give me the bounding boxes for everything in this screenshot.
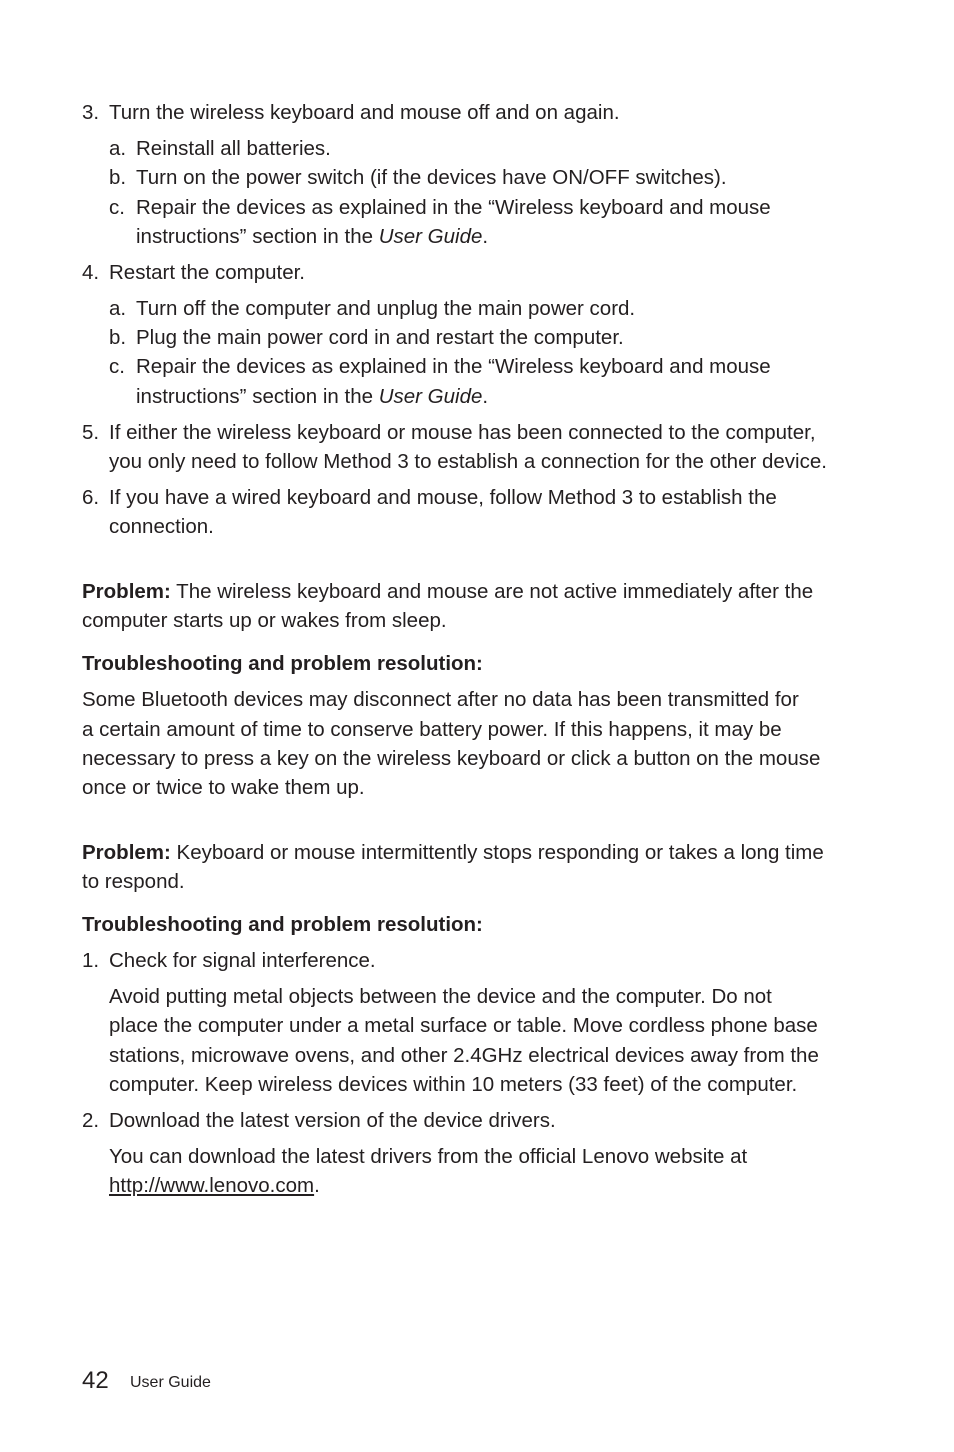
substep-text: Reinstall all batteries. — [136, 137, 331, 160]
problem-statement-continued: to respond. — [82, 870, 185, 893]
substep-text: Repair the devices as explained in the “Wireless keyboard and mouse — [136, 196, 771, 219]
step-number: 1. — [82, 949, 100, 972]
step-number: 3. — [82, 101, 100, 124]
step-number: 5. — [82, 421, 100, 444]
substep-text-continued: instructions” section in the User Guide. — [136, 385, 489, 408]
paragraph-line: You can download the latest drivers from the official Lenovo website at — [109, 1145, 748, 1168]
substep-text: Repair the devices as explained in the “Wireless keyboard and mouse — [136, 355, 771, 378]
step-text: If you have a wired keyboard and mouse, follow Method 3 to establish the — [109, 486, 777, 509]
section-heading: Troubleshooting and problem resolution: — [82, 913, 483, 936]
substep-text-continued: instructions” section in the User Guide. — [136, 225, 489, 248]
step-text: Check for signal interference. — [109, 949, 376, 972]
page-number: 42 — [82, 1367, 109, 1394]
user-guide-title: User Guide — [378, 385, 483, 408]
user-guide-title: User Guide — [378, 225, 483, 248]
substep-letter: b. — [109, 326, 127, 349]
problem-statement: Problem: The wireless keyboard and mouse are not active immediately after the — [82, 580, 814, 603]
step-number: 6. — [82, 486, 100, 509]
step-text-continued: connection. — [109, 515, 214, 538]
paragraph-line: necessary to press a key on the wireless keyboard or click a button on the mouse — [82, 747, 821, 770]
substep-text: Turn on the power switch (if the devices have ON/OFF switches). — [136, 166, 727, 189]
step-text-continued: you only need to follow Method 3 to establish a connection for the other device. — [109, 450, 827, 473]
substep-letter: c. — [109, 355, 125, 378]
paragraph-line: computer. Keep wireless devices within 10 meters (33 feet) of the computer. — [109, 1073, 798, 1096]
lenovo-website-link[interactable]: http://www.lenovo.com — [109, 1174, 315, 1197]
section-heading: Troubleshooting and problem resolution: — [82, 652, 483, 675]
substep-text: Plug the main power cord in and restart the computer. — [136, 326, 624, 349]
substep-letter: a. — [109, 297, 127, 320]
substep-letter: a. — [109, 137, 127, 160]
substep-text: Turn off the computer and unplug the main power cord. — [136, 297, 636, 320]
problem-statement-continued: computer starts up or wakes from sleep. — [82, 609, 447, 632]
paragraph-line: Some Bluetooth devices may disconnect after no data has been transmitted for — [82, 688, 799, 711]
step-text: Restart the computer. — [109, 261, 305, 284]
paragraph-line: place the computer under a metal surface or table. Move cordless phone base — [109, 1014, 818, 1037]
problem-statement: Problem: Keyboard or mouse intermittently stops responding or takes a long time — [82, 841, 824, 864]
problem-label: Problem: — [82, 841, 171, 864]
substep-letter: b. — [109, 166, 127, 189]
footer-label: User Guide — [130, 1374, 211, 1391]
step-text: If either the wireless keyboard or mouse has been connected to the computer, — [109, 421, 816, 444]
paragraph-line-link: http://www.lenovo.com. — [109, 1174, 320, 1197]
step-text: Download the latest version of the device drivers. — [109, 1109, 556, 1132]
paragraph-line: once or twice to wake them up. — [82, 776, 365, 799]
paragraph-line: a certain amount of time to conserve battery power. If this happens, it may be — [82, 718, 782, 741]
paragraph-line: stations, microwave ovens, and other 2.4GHz electrical devices away from the — [109, 1044, 819, 1067]
problem-label: Problem: — [82, 580, 171, 603]
substep-letter: c. — [109, 196, 125, 219]
step-number: 4. — [82, 261, 100, 284]
step-number: 2. — [82, 1109, 100, 1132]
step-text: Turn the wireless keyboard and mouse off and on again. — [109, 101, 620, 124]
paragraph-line: Avoid putting metal objects between the device and the computer. Do not — [109, 985, 772, 1008]
